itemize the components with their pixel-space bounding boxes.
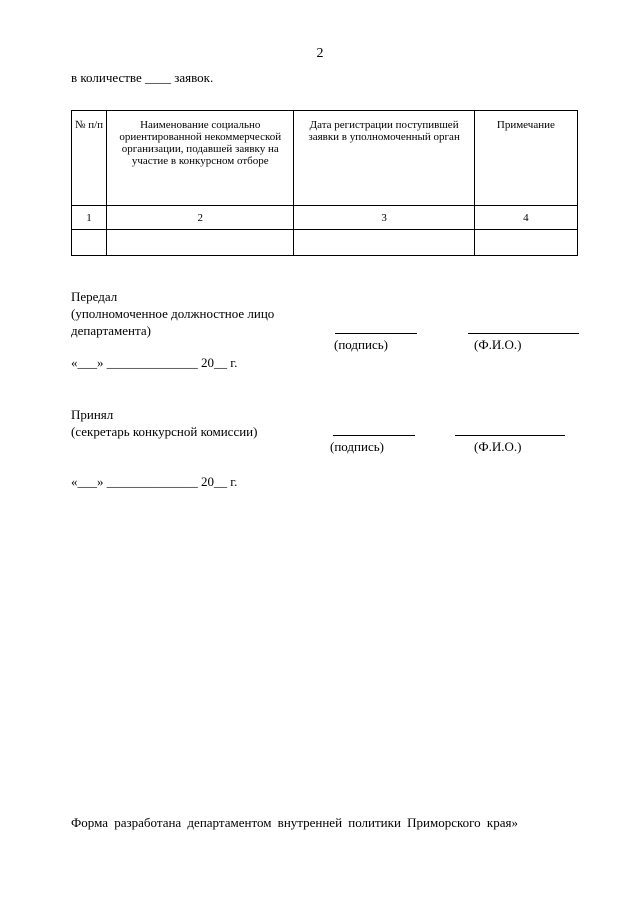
received-role-line1: (секретарь конкурсной комиссии)	[71, 424, 258, 439]
table-cell: 2	[107, 206, 294, 230]
handed-role-line2: департамента)	[71, 323, 151, 338]
table-row	[72, 230, 578, 256]
handed-role-line1: (уполномоченное должностное лицо	[71, 306, 275, 321]
table-cell: 1	[72, 206, 107, 230]
handed-title: Передал	[71, 289, 118, 304]
header-number: № п/п	[72, 111, 107, 206]
table-cell	[72, 230, 107, 256]
received-signature-caption: (подпись)	[330, 439, 384, 454]
handed-name-line	[468, 333, 579, 334]
page-number: 2	[316, 46, 324, 61]
received-name-caption: (Ф.И.О.)	[474, 439, 522, 454]
received-block	[71, 406, 257, 440]
handed-name-caption: (Ф.И.О.)	[474, 337, 522, 352]
table-header-row	[72, 111, 578, 206]
header-organization: Наименование социально ориентированной некоммерческой организации, подавшей заявку на участие в конкурсном отборе	[107, 111, 294, 206]
intro-text: в количестве ____ заявок.	[71, 70, 214, 85]
table-cell	[107, 230, 294, 256]
handed-signature-caption: (подпись)	[334, 337, 388, 352]
footer-note: Форма разработана департаментом внутренней политики Приморского края»	[71, 815, 518, 830]
table-cell	[474, 230, 577, 256]
table-cell: 4	[474, 206, 577, 230]
header-registration-date: Дата регистрации поступившей заявки в уполномоченный орган	[294, 111, 474, 206]
handed-block	[71, 288, 274, 339]
table-cell	[294, 230, 474, 256]
applications-table	[71, 110, 578, 256]
handed-date: «___» ______________ 20__ г.	[71, 355, 238, 370]
received-name-line	[455, 435, 565, 436]
received-signature-line	[333, 435, 415, 436]
received-date: «___» ______________ 20__ г.	[71, 474, 238, 489]
table-row-numbers	[72, 206, 578, 230]
table-cell: 3	[294, 206, 474, 230]
header-note: Примечание	[474, 111, 577, 206]
handed-signature-line	[335, 333, 417, 334]
received-title: Принял	[71, 407, 114, 422]
